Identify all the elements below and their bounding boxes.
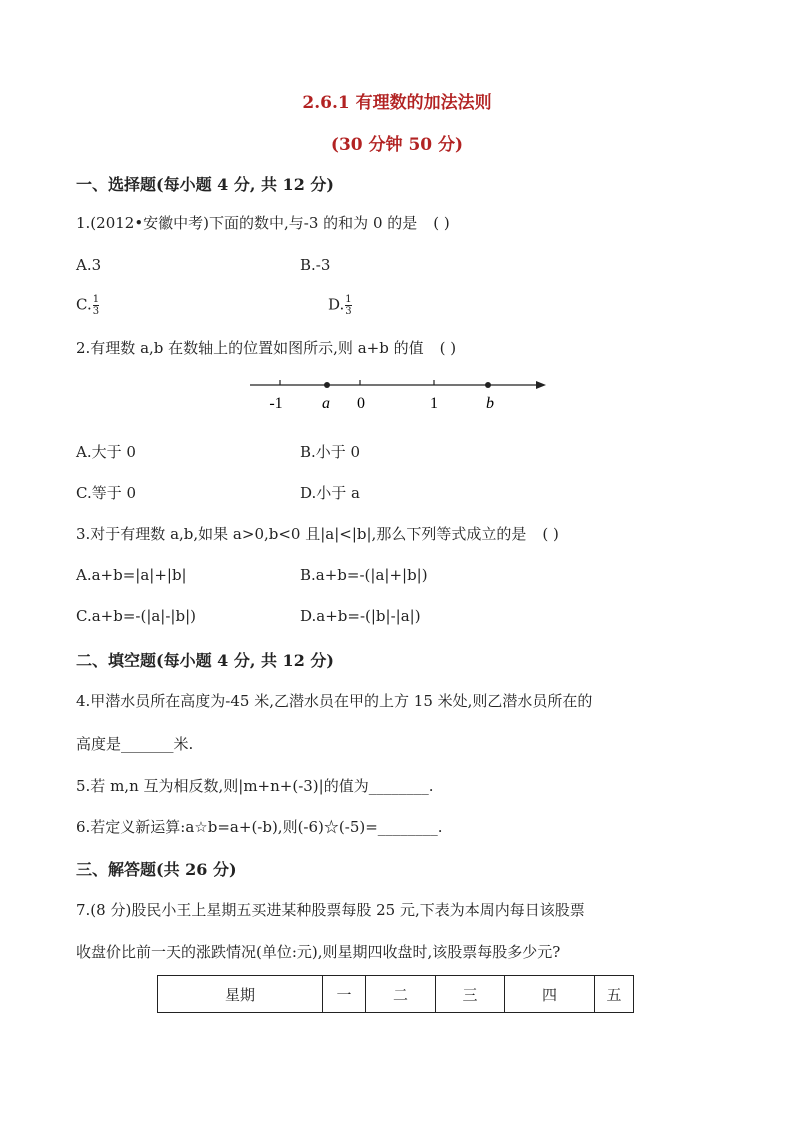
question-7-line-2: 收盘价比前一天的涨跌情况(单位:元),则星期四收盘时,该股票每股多少元?	[76, 943, 561, 961]
table-day-cell: 四	[505, 976, 595, 1013]
point-a	[324, 382, 330, 388]
q2-option-b: B.小于 0	[300, 443, 361, 461]
table-day-cell: 二	[366, 976, 436, 1013]
question-4-line-2: 高度是_______米.	[76, 735, 194, 753]
q1-option-d-label: D.	[328, 295, 345, 314]
table-day-cell: 一	[323, 976, 366, 1013]
q1-option-c-numerator: 1	[92, 294, 100, 305]
question-1-answer-paren: ( )	[433, 214, 450, 232]
question-3	[76, 523, 559, 544]
question-7-line-1: 7.(8 分)股民小王上星期五买进某种股票每股 25 元,下表为本周内每日该股票	[76, 901, 585, 919]
table-day-cell: 三	[436, 976, 505, 1013]
page-subtitle: (30 分钟 50 分)	[330, 135, 464, 155]
question-2-text: 2.有理数 a,b 在数轴上的位置如图所示,则 a+b 的值	[76, 339, 424, 357]
number-line-figure	[240, 370, 550, 420]
q1-option-c	[76, 294, 99, 317]
number-line-arrow-icon	[536, 381, 546, 389]
q2-option-d: D.小于 a	[300, 484, 360, 502]
page-title: 2.6.1 有理数的加法法则	[302, 93, 492, 113]
question-3-text: 3.对于有理数 a,b,如果 a>0,b<0 且|a|<|b|,那么下列等式成立的是	[76, 525, 527, 543]
question-1	[76, 212, 450, 233]
q1-option-b: B.-3	[300, 256, 331, 274]
point-b-label: b	[486, 395, 494, 412]
point-b	[485, 382, 491, 388]
q3-option-a: A.a+b=|a|+|b|	[76, 566, 187, 584]
stock-change-table	[157, 975, 634, 1013]
q1-option-a: A.3	[76, 256, 102, 274]
q1-option-c-fraction	[93, 294, 99, 317]
q1-option-d-numerator: 1	[345, 294, 352, 305]
question-1-text: 1.(2012•安徽中考)下面的数中,与-3 的和为 0 的是	[76, 214, 418, 232]
question-3-answer-paren: ( )	[542, 525, 559, 543]
tick-0-label: 0	[357, 395, 365, 412]
question-2-answer-paren: ( )	[439, 339, 457, 357]
table-day-cell: 五	[595, 976, 634, 1013]
q2-option-c: C.等于 0	[76, 484, 137, 502]
question-6: 6.若定义新运算:a☆b=a+(-b),则(-6)☆(-5)=________.	[76, 818, 443, 836]
q1-option-d-fraction	[345, 294, 351, 317]
table-header-cell: 星期	[158, 976, 323, 1013]
q2-option-a: A.大于 0	[76, 443, 136, 461]
q1-option-d-denominator: 3	[345, 306, 352, 317]
q3-option-c: C.a+b=-(|a|-|b|)	[76, 607, 196, 625]
section-heading-fill: 二、填空题(每小题 4 分, 共 12 分)	[76, 651, 334, 670]
tick-neg1-label: -1	[269, 395, 283, 412]
q3-option-b: B.a+b=-(|a|+|b|)	[300, 566, 428, 584]
q1-option-c-label: C.	[76, 295, 92, 314]
section-heading-choice: 一、选择题(每小题 4 分, 共 12 分)	[76, 175, 334, 194]
q3-option-d: D.a+b=-(|b|-|a|)	[300, 607, 421, 625]
table-row	[158, 976, 634, 1013]
q1-option-c-denominator: 3	[92, 306, 100, 317]
q1-option-d	[328, 294, 352, 317]
section-heading-solve: 三、解答题(共 26 分)	[76, 860, 237, 879]
question-2	[76, 337, 456, 358]
tick-1-label: 1	[430, 395, 438, 412]
question-4-line-1: 4.甲潜水员所在高度为-45 米,乙潜水员在甲的上方 15 米处,则乙潜水员所在的	[76, 692, 593, 710]
point-a-label: a	[322, 395, 330, 412]
question-5: 5.若 m,n 互为相反数,则|m+n+(-3)|的值为________.	[76, 777, 434, 795]
